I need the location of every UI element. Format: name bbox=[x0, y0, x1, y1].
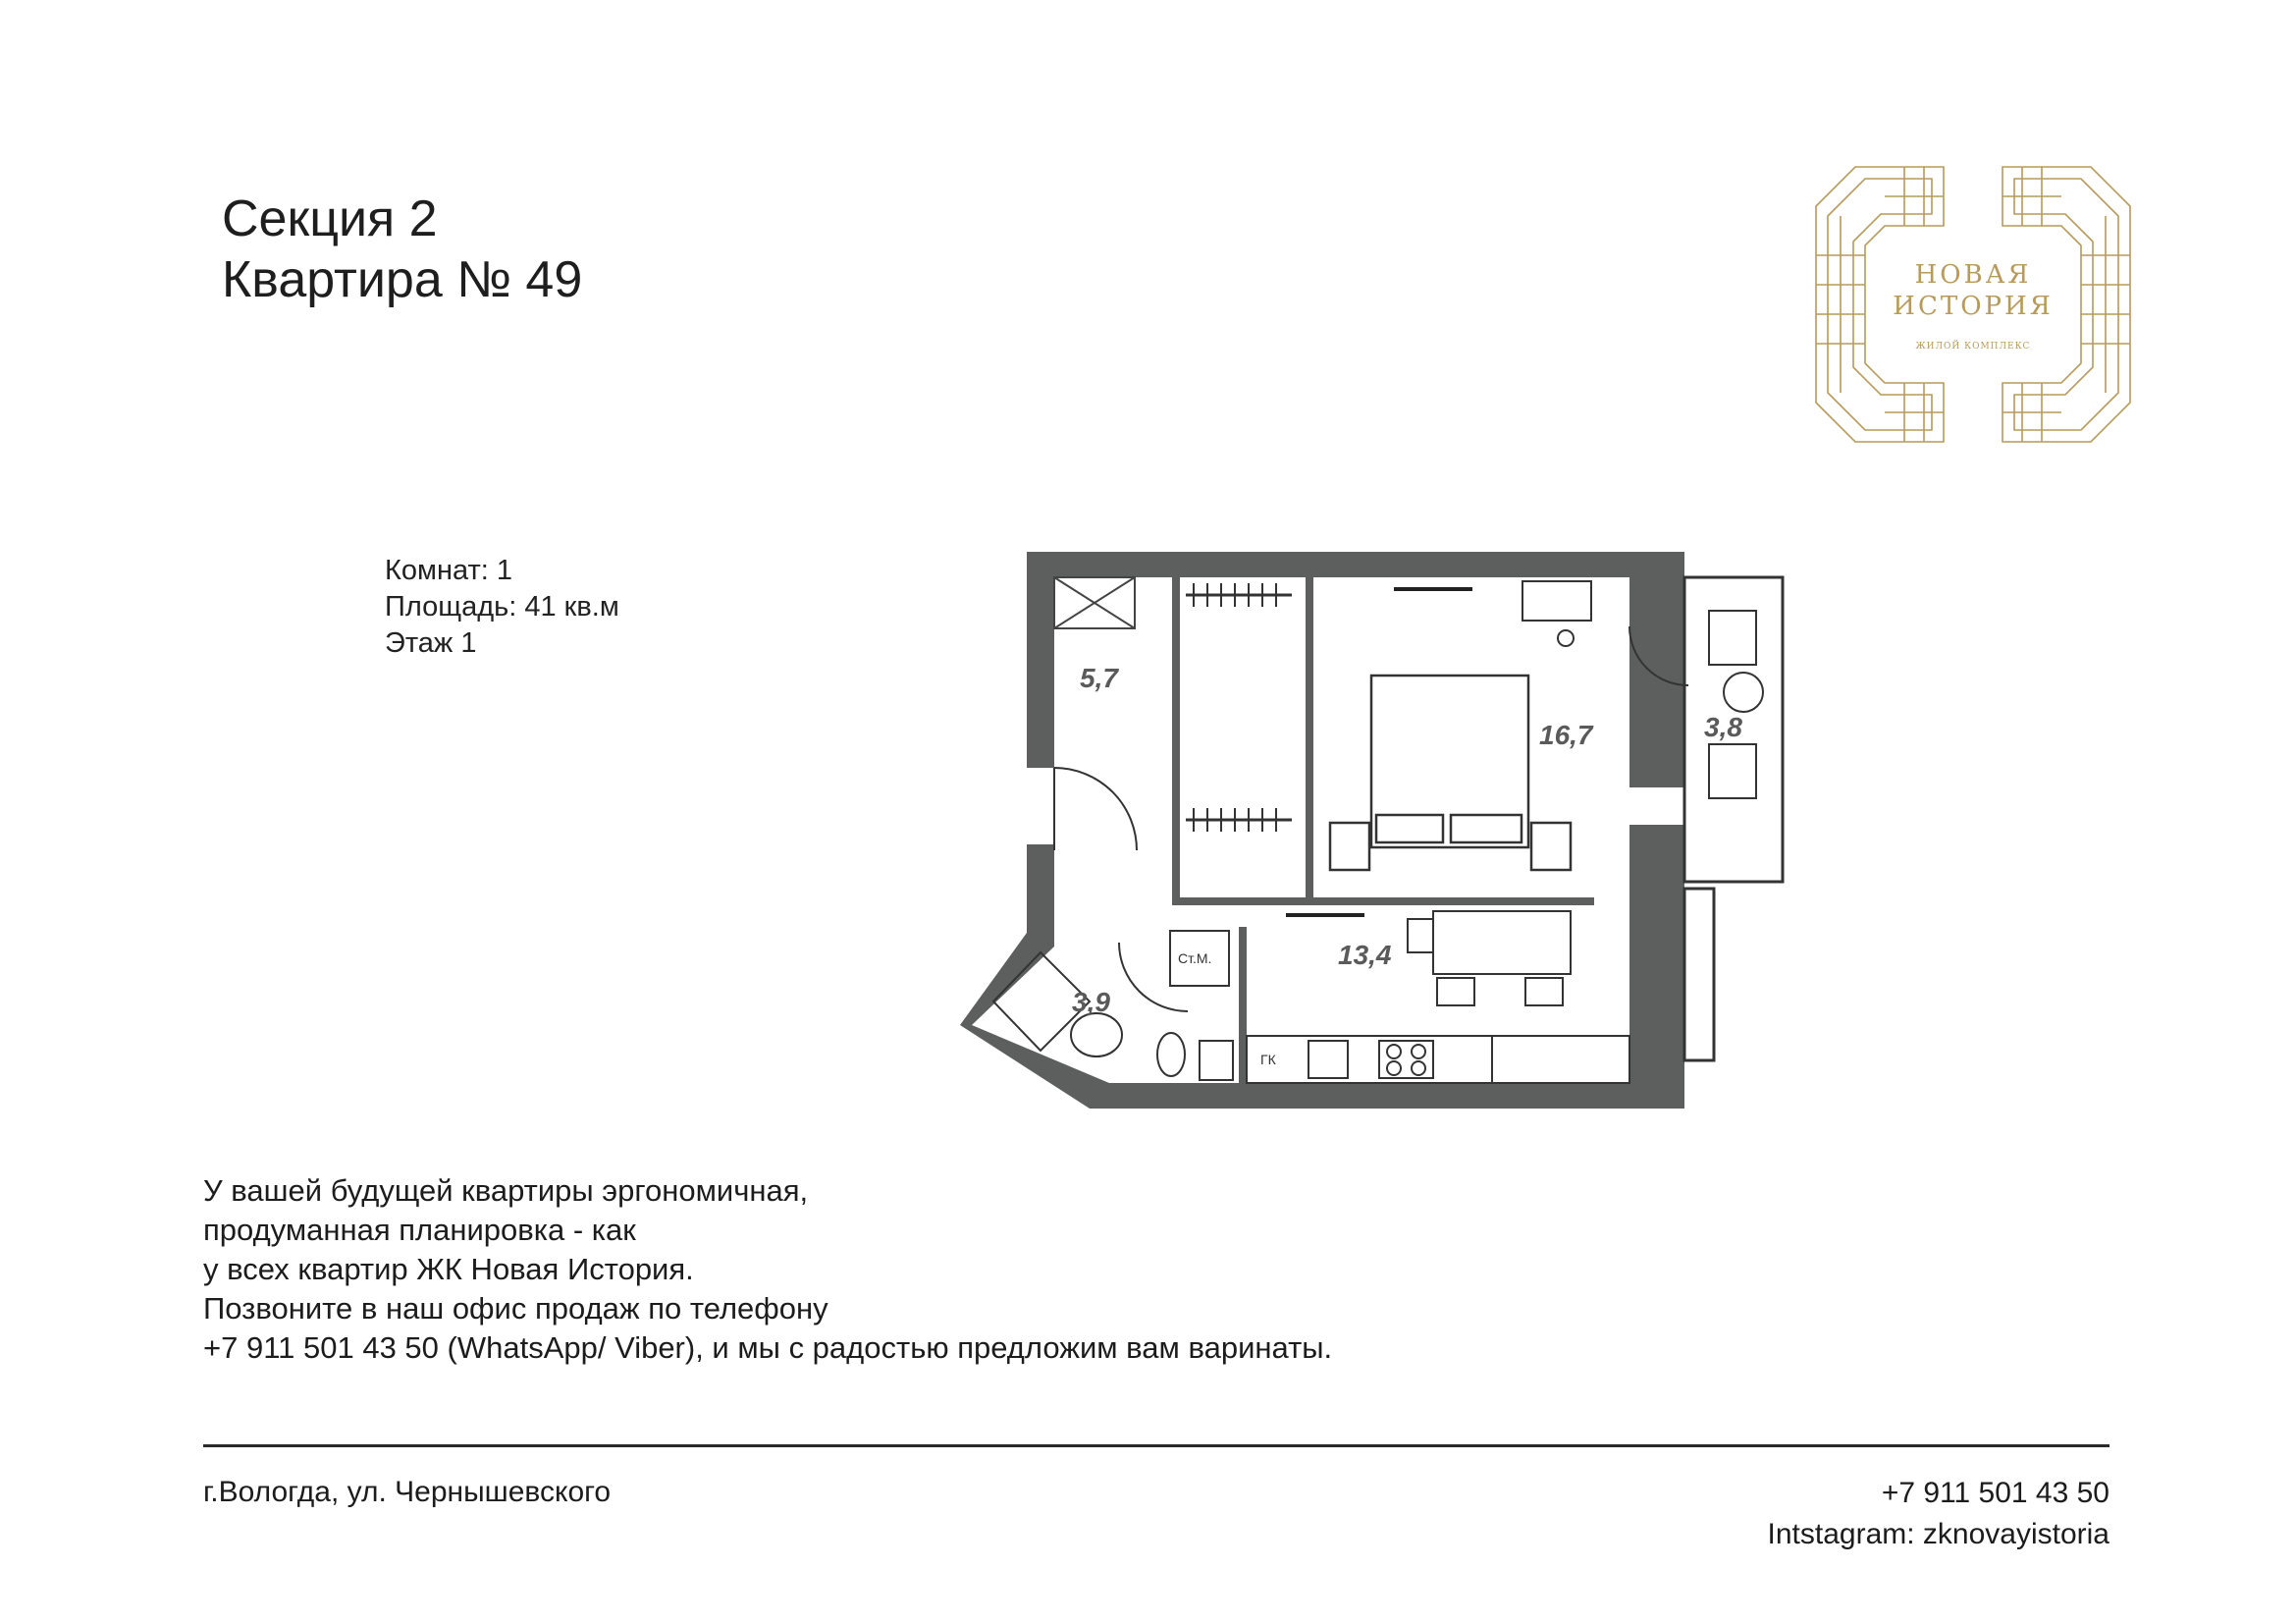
footer-contacts bbox=[1768, 1473, 2109, 1555]
closet-rails bbox=[1186, 595, 1292, 820]
room-area-hall: 5,7 bbox=[1080, 663, 1118, 693]
description-line: продуманная планировка - как bbox=[203, 1213, 636, 1247]
bed bbox=[1330, 676, 1571, 870]
tv-marks bbox=[1286, 589, 1472, 915]
area-value: Площадь: 41 кв.м bbox=[385, 591, 619, 623]
floor-value: Этаж 1 bbox=[385, 627, 477, 659]
bedroom-desk bbox=[1522, 581, 1591, 646]
closet-hangers bbox=[1194, 583, 1276, 832]
floor-plan bbox=[942, 540, 1826, 1129]
description-line: +7 911 501 43 50 (WhatsApp/ Viber), и мы с радостью предложим вам варинаты. bbox=[203, 1330, 1333, 1365]
room-area-bedroom: 16,7 bbox=[1539, 720, 1593, 750]
apartment-label: Квартира № 49 bbox=[222, 251, 583, 308]
room-area-kitchen: 13,4 bbox=[1338, 940, 1392, 970]
room-area-bathroom: 3,9 bbox=[1072, 987, 1110, 1017]
balcony bbox=[1684, 577, 1783, 1060]
plan-walls bbox=[960, 552, 1684, 1109]
complex-logo bbox=[1806, 157, 2140, 452]
boiler-label: ГК bbox=[1260, 1052, 1276, 1067]
logo-line-3: ЖИЛОЙ КОМПЛЕКС bbox=[1915, 342, 2031, 352]
rooms-count: Комнат: 1 bbox=[385, 555, 512, 586]
footer-address: г.Вологда, ул. Чернышевского bbox=[203, 1476, 612, 1508]
apartment-info bbox=[385, 553, 619, 662]
dining-table bbox=[1408, 911, 1571, 1005]
entrance-door bbox=[1054, 768, 1137, 850]
description-line: у всех квартир ЖК Новая История. bbox=[203, 1252, 694, 1286]
description-line: Позвоните в наш офис продаж по телефону bbox=[203, 1291, 828, 1326]
footer-phone[interactable]: +7 911 501 43 50 bbox=[1881, 1477, 2109, 1509]
footer-divider bbox=[203, 1444, 2109, 1447]
logo-line-2: ИСТОРИЯ bbox=[1893, 292, 2054, 321]
room-area-balcony: 3,8 bbox=[1704, 712, 1742, 742]
page-title bbox=[222, 189, 582, 310]
description-line: У вашей будущей квартиры эргономичная, bbox=[203, 1173, 809, 1208]
balcony-furniture bbox=[1709, 611, 1763, 798]
footer-instagram[interactable]: Intstagram: zknovayistoria bbox=[1767, 1518, 2109, 1550]
hall-wardrobe bbox=[1054, 577, 1135, 628]
kitchen-counter bbox=[1247, 1036, 1629, 1083]
logo-line-1: НОВАЯ bbox=[1914, 260, 2032, 290]
section-label: Секция 2 bbox=[222, 190, 438, 247]
description bbox=[203, 1171, 1332, 1368]
washer-label: Ст.М. bbox=[1178, 950, 1212, 966]
